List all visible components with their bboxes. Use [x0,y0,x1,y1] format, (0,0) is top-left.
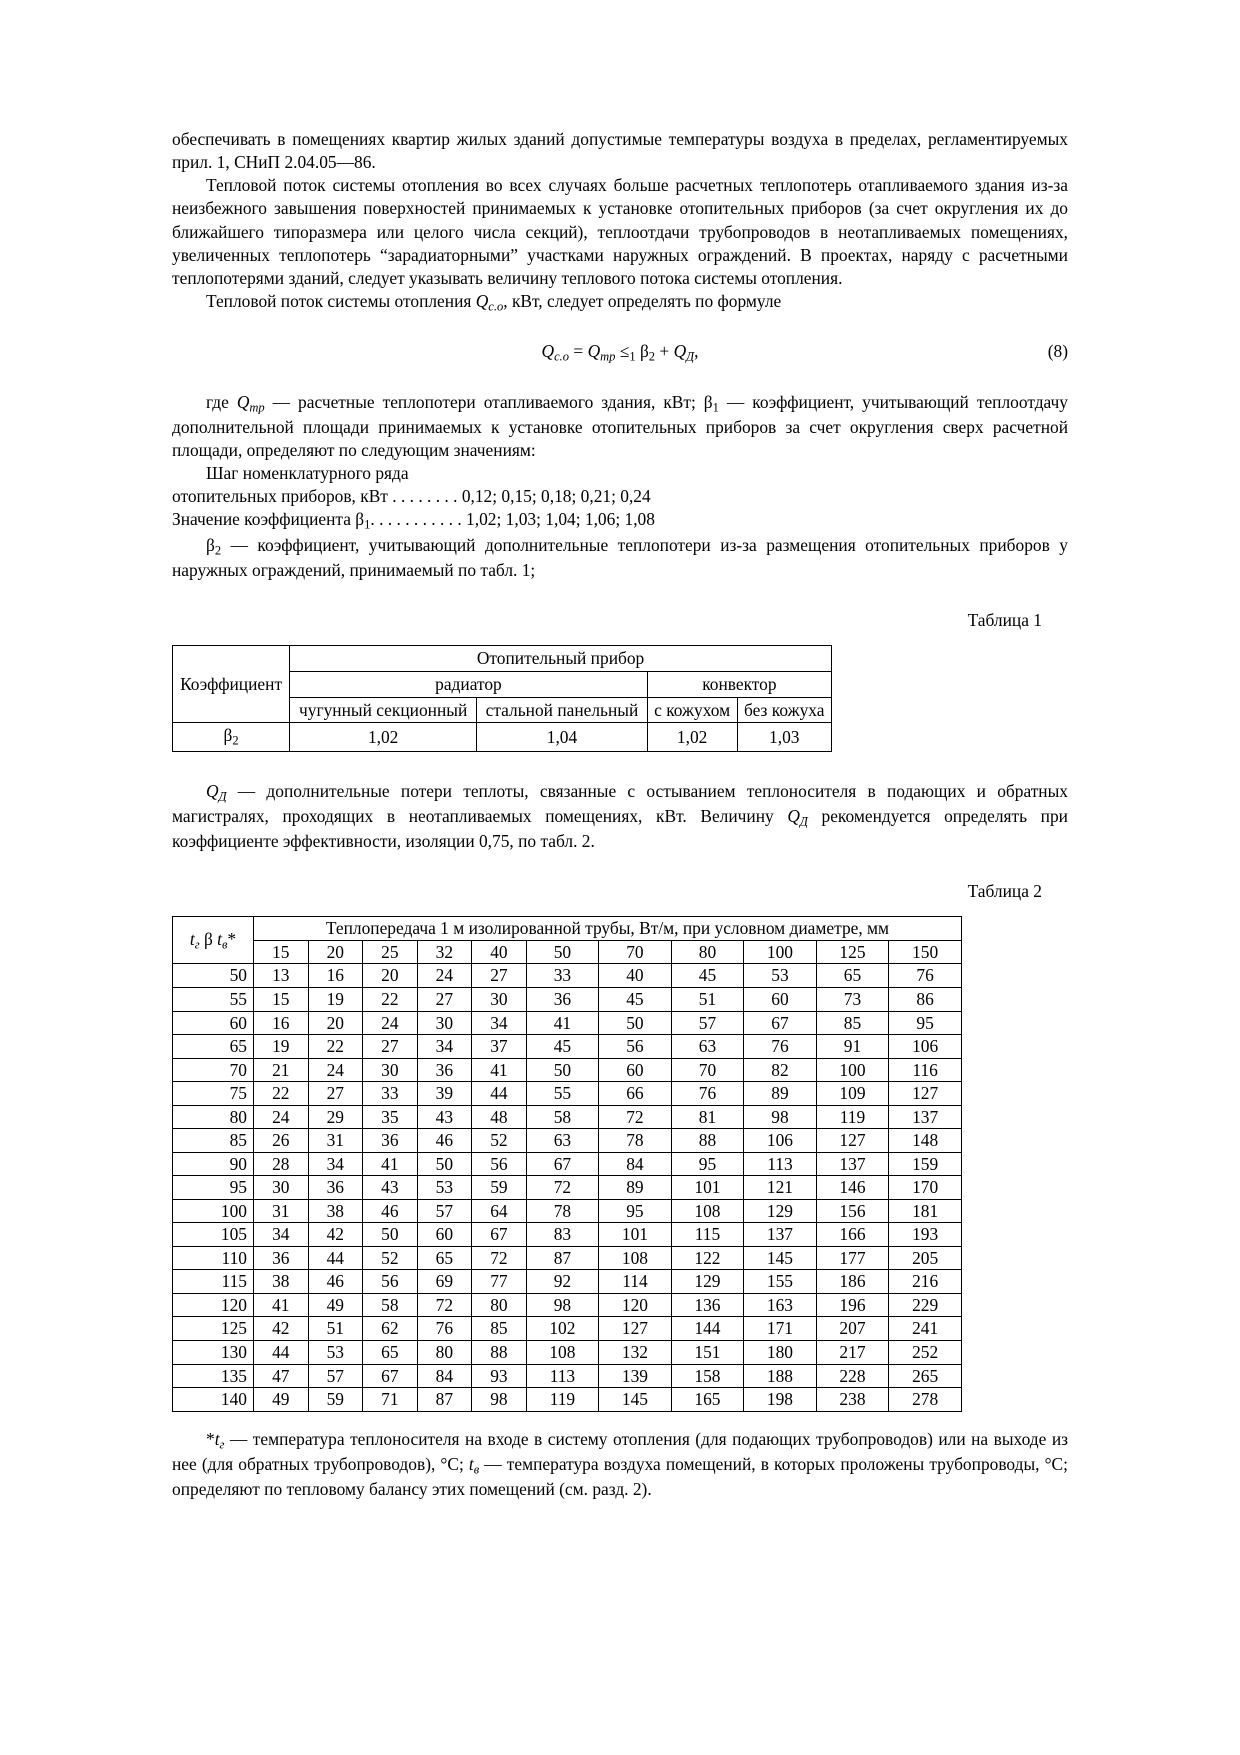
table2-cell: 193 [889,1223,962,1247]
paragraph-4: где $Q_{тр}$ — расчетные теплопотери отапливаемого здания, кВт; $\beta_1$ — коэффициент, учитывающий теплоотдачу дополнительной площади принимаемых к установке отопительных приборов за счет округления сверх расчетной площади, определяют по следующим значениям: [172,391,1069,460]
table2-cell: 196 [816,1293,889,1317]
table2-cell: 41 [363,1152,418,1176]
table2-row-temperature: 85 [173,1129,254,1153]
table2-cell: 127 [599,1317,672,1341]
table2-cell: 63 [671,1035,744,1059]
table2-cell: 217 [816,1340,889,1364]
table2-cell: 42 [308,1223,363,1247]
table2-cell: 120 [599,1293,672,1317]
table2-cell: 165 [671,1388,744,1412]
table-row [173,1176,962,1200]
table2-cell: 109 [816,1082,889,1106]
table2-corner-label: $t_г$ β $t_в*$ [173,917,254,964]
table2-cell: 19 [254,1035,309,1059]
table1-value-2: 1,02 [647,723,737,752]
table2-column-header-9: 125 [816,940,889,964]
table2-cell: 85 [472,1317,527,1341]
table2-cell: 62 [363,1317,418,1341]
table2-cell: 43 [417,1105,472,1129]
table2-cell: 163 [744,1293,817,1317]
table2-cell: 24 [254,1105,309,1129]
table2-cell: 115 [671,1223,744,1247]
table2-caption: Таблица 2 [967,881,1042,902]
table1-group-radiator: радиатор [290,671,648,697]
table2-cell: 43 [363,1176,418,1200]
table2-cell: 38 [254,1270,309,1294]
table2-cell: 177 [816,1246,889,1270]
table2-cell: 65 [363,1340,418,1364]
table2-cell: 50 [363,1223,418,1247]
table2-cell: 49 [308,1293,363,1317]
table2-cell: 72 [472,1246,527,1270]
table-row [173,1129,962,1153]
table2-cell: 36 [526,988,599,1012]
table2-cell: 33 [526,964,599,988]
table2-cell: 78 [526,1199,599,1223]
table1-value-0: 1,02 [290,723,477,752]
table2-cell: 156 [816,1199,889,1223]
table2-column-header-2: 25 [363,940,418,964]
table2-cell: 145 [744,1246,817,1270]
table2-cell: 228 [816,1364,889,1388]
table2-cell: 41 [472,1058,527,1082]
table2-cell: 56 [599,1035,672,1059]
table2-cell: 16 [308,964,363,988]
table2-cell: 87 [417,1388,472,1412]
table2-cell: 119 [526,1388,599,1412]
table2-row-temperature: 75 [173,1082,254,1106]
table2-cell: 158 [671,1364,744,1388]
table2-cell: 78 [599,1129,672,1153]
table2-cell: 127 [889,1082,962,1106]
table2-cell: 108 [526,1340,599,1364]
table1-group-convector: конвектор [647,671,831,697]
table1-subheader-2: с кожухом [647,697,737,723]
table2-row-temperature: 95 [173,1176,254,1200]
table2-cell: 155 [744,1270,817,1294]
table2-row-temperature: 55 [173,988,254,1012]
table2-cell: 30 [417,1011,472,1035]
formula-block [172,341,1068,365]
table2-cell: 46 [308,1270,363,1294]
table2-cell: 27 [308,1082,363,1106]
table2-cell: 216 [889,1270,962,1294]
table1-subheader-0: чугунный секционный [290,697,477,723]
table2-cell: 45 [526,1035,599,1059]
table2-cell: 46 [363,1199,418,1223]
paragraph-5: Шаг номенклатурного ряда [206,463,409,484]
table2-cell: 53 [308,1340,363,1364]
table2-cell: 95 [599,1199,672,1223]
table2-cell: 26 [254,1129,309,1153]
table2-cell: 88 [472,1340,527,1364]
table2-cell: 40 [599,964,672,988]
table2-cell: 151 [671,1340,744,1364]
table2-row-temperature: 140 [173,1388,254,1412]
table2-cell: 116 [889,1058,962,1082]
table2-cell: 69 [417,1270,472,1294]
paragraph-7: Значение коэффициента $\beta_1$. . . . . . . . . . . 1,02; 1,03; 1,04; 1,06; 1,08 [172,509,655,532]
table2-cell: 106 [889,1035,962,1059]
table2-column-header-8: 100 [744,940,817,964]
table2-cell: 34 [308,1152,363,1176]
table2-cell: 35 [363,1105,418,1129]
table2-cell: 30 [254,1176,309,1200]
table2-cell: 95 [889,1011,962,1035]
table2-cell: 119 [816,1105,889,1129]
table2-cell: 50 [417,1152,472,1176]
table2-cell: 13 [254,964,309,988]
table2-cell: 85 [816,1011,889,1035]
paragraph-6: отопительных приборов, кВт . . . . . . . . 0,12; 0,15; 0,18; 0,21; 0,24 [172,486,651,507]
footnote: $*t_г$ — температура теплоносителя на входе в систему отопления (для подающих трубопроводов) или на выходе из нее (для обратных трубопроводов), °С; $t_в$ — температура воздуха помещений, в которых проложены трубопроводы, °С; определяют по тепловому балансу этих помещений (см. разд. 2). [172,1428,1068,1499]
table-row [173,1199,962,1223]
table2-cell: 67 [526,1152,599,1176]
table2-cell: 31 [254,1199,309,1223]
table2-cell: 57 [308,1364,363,1388]
table2-column-header-1: 20 [308,940,363,964]
table2-cell: 81 [671,1105,744,1129]
table2-cell: 145 [599,1388,672,1412]
table2-row-temperature: 115 [173,1270,254,1294]
table2-cell: 50 [599,1011,672,1035]
table2-cell: 70 [671,1058,744,1082]
table2-column-header-4: 40 [472,940,527,964]
table2-cell: 58 [526,1105,599,1129]
table2-cell: 205 [889,1246,962,1270]
table1-subheader-1: стальной панельный [477,697,648,723]
table-row [173,1364,962,1388]
table2-cell: 29 [308,1105,363,1129]
table2-cell: 76 [671,1082,744,1106]
table-row [173,1223,962,1247]
table2-cell: 129 [671,1270,744,1294]
table2-row-temperature: 65 [173,1035,254,1059]
table-row [173,1058,962,1082]
table-row [173,1270,962,1294]
table2-cell: 98 [526,1293,599,1317]
table2-column-header-10: 150 [889,940,962,964]
table2-cell: 80 [472,1293,527,1317]
table2-cell: 71 [363,1388,418,1412]
table2-cell: 39 [417,1082,472,1106]
table-row [173,917,962,941]
table-row [173,964,962,988]
table2-cell: 229 [889,1293,962,1317]
table2-cell: 19 [308,988,363,1012]
table2-cell: 47 [254,1364,309,1388]
table2-cell: 137 [889,1105,962,1129]
table2-cell: 146 [816,1176,889,1200]
table2-cell: 51 [671,988,744,1012]
table-coefficient-beta2 [172,645,832,752]
table2-cell: 86 [889,988,962,1012]
table1-value-1: 1,04 [477,723,648,752]
table-row [173,1152,962,1176]
table2-cell: 34 [254,1223,309,1247]
table2-cell: 37 [472,1035,527,1059]
table2-cell: 136 [671,1293,744,1317]
table2-cell: 80 [417,1340,472,1364]
table2-cell: 56 [363,1270,418,1294]
table2-cell: 30 [363,1058,418,1082]
table2-cell: 139 [599,1364,672,1388]
table2-row-temperature: 80 [173,1105,254,1129]
table2-cell: 31 [308,1129,363,1153]
table2-cell: 67 [472,1223,527,1247]
table2-cell: 66 [599,1082,672,1106]
table2-cell: 16 [254,1011,309,1035]
table2-cell: 265 [889,1364,962,1388]
table2-cell: 252 [889,1340,962,1364]
table2-cell: 207 [816,1317,889,1341]
table2-cell: 181 [889,1199,962,1223]
table2-row-temperature: 50 [173,964,254,988]
table2-cell: 20 [363,964,418,988]
table2-cell: 67 [363,1364,418,1388]
table1-subheader-3: без кожуха [737,697,832,723]
table2-cell: 24 [363,1011,418,1035]
table2-cell: 22 [254,1082,309,1106]
table-row [173,1246,962,1270]
table1-value-3: 1,03 [737,723,832,752]
table2-cell: 41 [526,1011,599,1035]
table2-cell: 101 [671,1176,744,1200]
table2-cell: 108 [599,1246,672,1270]
table2-cell: 198 [744,1388,817,1412]
table2-cell: 170 [889,1176,962,1200]
table2-cell: 148 [889,1129,962,1153]
table2-cell: 100 [816,1058,889,1082]
table2-cell: 91 [816,1035,889,1059]
formula-expression: $Q_{с.о} = Q_{тр} \le_1$ $\beta_2 + Q_Д$, [541,341,699,364]
table2-cell: 27 [417,988,472,1012]
table1-row-label: $\beta_2$ [173,723,290,752]
table2-cell: 137 [816,1152,889,1176]
table2-cell: 186 [816,1270,889,1294]
table2-cell: 93 [472,1364,527,1388]
table2-cell: 106 [744,1129,817,1153]
table2-cell: 44 [254,1340,309,1364]
table2-cell: 57 [417,1199,472,1223]
table2-head [173,917,962,964]
table2-row-temperature: 70 [173,1058,254,1082]
table2-cell: 67 [744,1011,817,1035]
table2-span-header: Теплопередача 1 м изолированной трубы, Вт/м, при условном диаметре, мм [254,917,962,941]
table2-cell: 44 [472,1082,527,1106]
paragraph-2: Тепловой поток системы отопления во всех случаях больше расчетных теплопотерь отапливаемого здания из-за неизбежного завышения поверхностей принимаемых к установке отопительных приборов (за счет округления их до ближайшего типоразмера или целого числа секций), теплоотдачи трубопроводов в неотапливаемых помещениях, увеличенных теплопотерь “зарадиаторными” участками наружных ограждений. В проектах, наряду с расчетными теплопотерями зданий, следует указывать величину теплового потока системы отопления. [172,175,1068,288]
table2-cell: 113 [526,1364,599,1388]
table2-column-header-5: 50 [526,940,599,964]
table2-cell: 171 [744,1317,817,1341]
table2-cell: 52 [472,1129,527,1153]
table-row [173,1082,962,1106]
table2-cell: 36 [308,1176,363,1200]
table2-cell: 122 [671,1246,744,1270]
table2-cell: 34 [472,1011,527,1035]
table2-cell: 188 [744,1364,817,1388]
table2-cell: 36 [254,1246,309,1270]
table2-column-header-3: 32 [417,940,472,964]
table2-cell: 180 [744,1340,817,1364]
table2-cell: 72 [417,1293,472,1317]
table-row [173,1035,962,1059]
table2-row-temperature: 130 [173,1340,254,1364]
table-row [173,1293,962,1317]
table2-cell: 89 [599,1176,672,1200]
table2-cell: 102 [526,1317,599,1341]
table2-row-temperature: 105 [173,1223,254,1247]
table-row [173,1388,962,1412]
table2-cell: 72 [526,1176,599,1200]
table2-cell: 101 [599,1223,672,1247]
paragraph-8: $\beta_2$ — коэффициент, учитывающий дополнительные теплопотери из-за размещения отопительных приборов у наружных ограждений, принимаемый по табл. 1; [172,534,1068,580]
table1-caption: Таблица 1 [967,609,1042,630]
table2-cell: 241 [889,1317,962,1341]
table2-cell: 53 [417,1176,472,1200]
table2-row-temperature: 110 [173,1246,254,1270]
table2-cell: 58 [363,1293,418,1317]
table2-cell: 57 [671,1011,744,1035]
table2-cell: 83 [526,1223,599,1247]
table-heat-transfer [172,916,962,1411]
table2-cell: 65 [816,964,889,988]
table2-cell: 278 [889,1388,962,1412]
table2-cell: 30 [472,988,527,1012]
table-row [173,645,832,671]
table2-cell: 36 [417,1058,472,1082]
table2-row-temperature: 100 [173,1199,254,1223]
paragraph-3: Тепловой поток системы отопления $Q_{с.о}$, кВт, следует определять по формуле [206,290,782,314]
table-row [173,1105,962,1129]
table2-column-header-6: 70 [599,940,672,964]
table-row [173,1340,962,1364]
table2-cell: 72 [599,1105,672,1129]
table2-cell: 24 [308,1058,363,1082]
table2-cell: 121 [744,1176,817,1200]
table2-cell: 60 [744,988,817,1012]
table2-cell: 36 [363,1129,418,1153]
table1-header-device: Отопительный прибор [290,645,832,671]
table2-cell: 52 [363,1246,418,1270]
formula-number: (8) [1047,341,1068,362]
table2-cell: 64 [472,1199,527,1223]
table2-cell: 159 [889,1152,962,1176]
table2-cell: 45 [599,988,672,1012]
table2-column-header-7: 80 [671,940,744,964]
table2-cell: 44 [308,1246,363,1270]
table2-cell: 59 [472,1176,527,1200]
table2-cell: 73 [816,988,889,1012]
table2-row-temperature: 125 [173,1317,254,1341]
table2-cell: 88 [671,1129,744,1153]
table-row [173,723,832,752]
table2-cell: 53 [744,964,817,988]
table2-row-temperature: 135 [173,1364,254,1388]
table2-cell: 113 [744,1152,817,1176]
table2-cell: 166 [816,1223,889,1247]
table2-cell: 144 [671,1317,744,1341]
table2-cell: 27 [363,1035,418,1059]
paragraph-9: $Q_Д$ — дополнительные потери теплоты, связанные с остыванием теплоносителя в подающих и обратных магистралях, проходящих в неотапливаемых помещениях, кВт. Величину $Q_Д$ рекомендуется определять при коэффициенте эффективности, изоляции 0,75, по табл. 2. [172,780,1068,852]
table2-cell: 28 [254,1152,309,1176]
table2-cell: 42 [254,1317,309,1341]
table2-cell: 51 [308,1317,363,1341]
table2-row-temperature: 90 [173,1152,254,1176]
table2-cell: 45 [671,964,744,988]
table2-cell: 22 [308,1035,363,1059]
table2-cell: 15 [254,988,309,1012]
table2-cell: 48 [472,1105,527,1129]
table2-cell: 55 [526,1082,599,1106]
table2-cell: 22 [363,988,418,1012]
table2-cell: 21 [254,1058,309,1082]
table2-cell: 60 [417,1223,472,1247]
table2-cell: 98 [744,1105,817,1129]
table2-cell: 41 [254,1293,309,1317]
table2-cell: 27 [472,964,527,988]
table1-header-coefficient: Коэффициент [173,645,290,723]
table2-cell: 77 [472,1270,527,1294]
table2-cell: 127 [816,1129,889,1153]
table2-cell: 46 [417,1129,472,1153]
table2-cell: 95 [671,1152,744,1176]
table2-cell: 60 [599,1058,672,1082]
table2-cell: 132 [599,1340,672,1364]
table2-cell: 129 [744,1199,817,1223]
table2-cell: 89 [744,1082,817,1106]
table2-cell: 50 [526,1058,599,1082]
table2-cell: 33 [363,1082,418,1106]
table2-cell: 63 [526,1129,599,1153]
table2-cell: 84 [599,1152,672,1176]
table2-cell: 76 [417,1317,472,1341]
table-row [173,988,962,1012]
table2-cell: 59 [308,1388,363,1412]
table2-column-header-0: 15 [254,940,309,964]
table2-row-temperature: 120 [173,1293,254,1317]
table-row [173,940,962,964]
table2-cell: 108 [671,1199,744,1223]
table2-cell: 238 [816,1388,889,1412]
table2-cell: 38 [308,1199,363,1223]
table2-body [173,964,962,1411]
table2-row-temperature: 60 [173,1011,254,1035]
table2-cell: 76 [744,1035,817,1059]
table2-cell: 24 [417,964,472,988]
table2-cell: 82 [744,1058,817,1082]
table2-cell: 98 [472,1388,527,1412]
table2-cell: 56 [472,1152,527,1176]
table2-cell: 114 [599,1270,672,1294]
table2-cell: 87 [526,1246,599,1270]
table2-cell: 49 [254,1388,309,1412]
table-row [173,1011,962,1035]
table2-cell: 20 [308,1011,363,1035]
table2-cell: 76 [889,964,962,988]
table2-cell: 34 [417,1035,472,1059]
table2-cell: 92 [526,1270,599,1294]
table2-cell: 84 [417,1364,472,1388]
paragraph-1: обеспечивать в помещениях квартир жилых зданий допустимые температуры воздуха в пределах, регламентируемых прил. 1, СНиП 2.04.05—86. [172,129,1068,173]
table-row [173,1317,962,1341]
table2-cell: 137 [744,1223,817,1247]
table2-cell: 65 [417,1246,472,1270]
